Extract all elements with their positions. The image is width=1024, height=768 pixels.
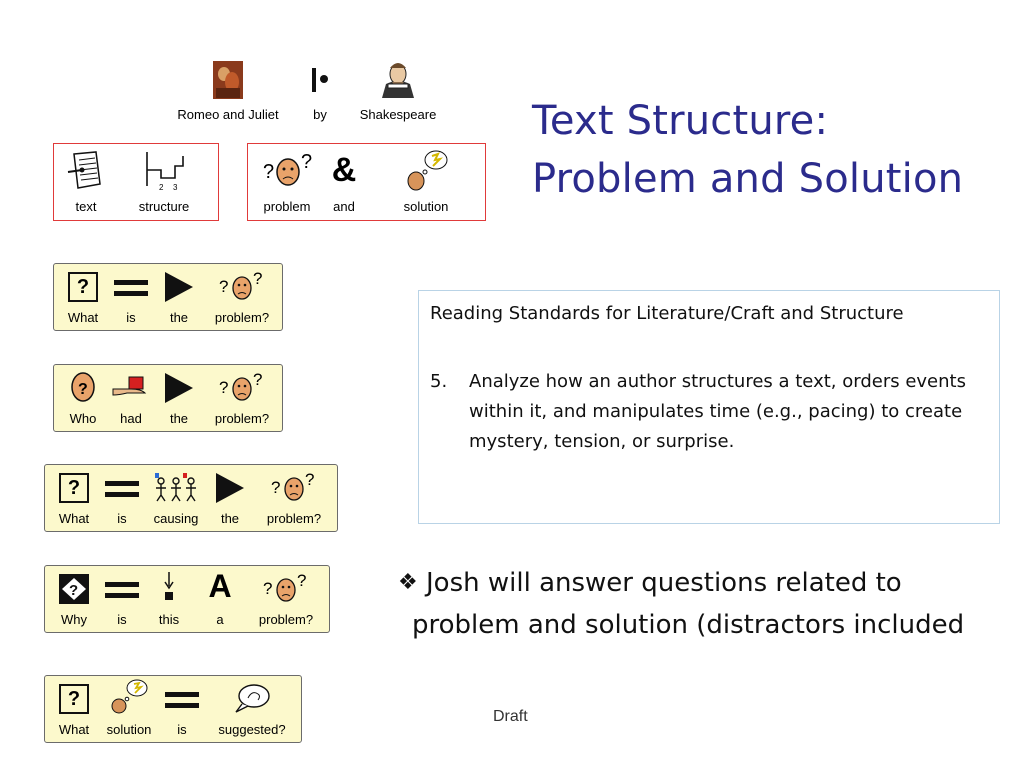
symbol-label: a xyxy=(216,612,224,627)
symbol-who xyxy=(58,365,108,431)
symbol-label: and xyxy=(333,199,355,214)
slide-title-line-1: Text Structure: xyxy=(532,98,829,144)
symbol-label: What xyxy=(67,310,99,325)
symbol-and xyxy=(322,144,366,220)
equals-icon xyxy=(165,690,199,710)
symbol-text xyxy=(58,144,114,220)
symbol-label: the xyxy=(169,411,189,426)
symbol-by xyxy=(300,60,340,122)
symbol-suggested xyxy=(207,676,297,742)
by-symbol-icon xyxy=(308,60,332,100)
question-box-icon: ? xyxy=(59,473,89,503)
question-strip-what-is-causing-the-problem xyxy=(44,464,338,532)
svg-text:?: ? xyxy=(301,151,313,173)
symbol-problem xyxy=(252,144,322,220)
symbol-problem xyxy=(247,566,325,632)
letter-a-icon: A xyxy=(208,568,232,604)
symbol-label: is xyxy=(117,511,127,526)
standards-box xyxy=(418,290,1000,524)
svg-text:?: ? xyxy=(271,478,281,497)
shakespeare-portrait-icon xyxy=(378,60,418,100)
problem-face-icon xyxy=(261,570,311,606)
symbol-label: the xyxy=(169,310,189,325)
problem-face-icon xyxy=(269,469,319,505)
play-triangle-icon xyxy=(165,272,193,302)
slide-title xyxy=(532,92,1002,208)
symbol-label: is xyxy=(117,612,127,627)
symbol-label: structure xyxy=(138,199,190,214)
play-triangle-icon xyxy=(165,373,193,403)
symbol-label: is xyxy=(126,310,136,325)
symbol-label: problem? xyxy=(214,310,270,325)
symbol-label: text xyxy=(75,199,97,214)
symbol-problem xyxy=(204,264,280,330)
symbol-causing xyxy=(145,465,207,531)
symbol-is xyxy=(99,566,145,632)
symbol-the xyxy=(154,264,204,330)
suggested-speech-icon xyxy=(230,680,274,716)
symbol-why xyxy=(49,566,99,632)
symbol-label: problem xyxy=(263,199,311,214)
equals-icon xyxy=(105,580,139,600)
svg-text:?: ? xyxy=(69,582,79,599)
why-diamond-icon xyxy=(57,572,91,606)
symbol-label: Who xyxy=(69,411,97,426)
standards-heading: Reading Standards for Literature/Craft and Structure xyxy=(430,303,904,324)
question-strip-what-solution-is-suggested xyxy=(44,675,302,743)
symbol-structure xyxy=(114,144,214,220)
problem-and-solution-symbol-box xyxy=(247,143,486,221)
solution-thought-icon xyxy=(398,148,454,192)
question-box-icon: ? xyxy=(68,272,98,302)
symbol-label: is xyxy=(177,722,187,737)
draft-label: Draft xyxy=(493,708,528,725)
standards-item-text: Analyze how an author structures a text, orders events within it, and manipulates time (e.g., pacing) to create mystery, tension, or surprise. xyxy=(469,371,966,452)
symbol-the xyxy=(207,465,253,531)
symbol-is xyxy=(159,676,205,742)
symbol-label: suggested? xyxy=(218,722,286,737)
this-arrow-icon xyxy=(159,570,179,606)
problem-face-icon xyxy=(259,148,315,192)
question-box-icon: ? xyxy=(59,684,89,714)
symbol-label: Romeo and Juliet xyxy=(177,107,279,122)
symbol-label: had xyxy=(120,411,142,426)
hand-giving-icon xyxy=(111,369,151,405)
svg-text:?: ? xyxy=(253,370,263,389)
symbol-label: problem? xyxy=(214,411,270,426)
svg-text:?: ? xyxy=(263,579,273,598)
symbol-label: Shakespeare xyxy=(359,107,437,122)
svg-text:?: ? xyxy=(219,277,229,296)
symbol-label: the xyxy=(220,511,240,526)
ampersand-icon: & xyxy=(331,151,357,189)
symbol-label: solution xyxy=(403,199,449,214)
equals-icon xyxy=(105,479,139,499)
svg-text:?: ? xyxy=(263,161,275,183)
play-triangle-icon xyxy=(216,473,244,503)
question-strip-what-is-the-problem xyxy=(53,263,283,331)
symbol-what xyxy=(49,465,99,531)
who-face-icon xyxy=(68,369,98,405)
equals-icon xyxy=(114,278,148,298)
slide-title-line-2: Problem and Solution xyxy=(532,156,964,202)
symbol-romeo-and-juliet xyxy=(172,60,284,122)
svg-text:?: ? xyxy=(253,269,263,288)
symbol-label: this xyxy=(158,612,180,627)
symbol-label: What xyxy=(58,722,90,737)
question-strip-who-had-the-problem xyxy=(53,364,283,432)
diamond-bullet-icon: ❖ xyxy=(398,570,418,595)
symbol-label: What xyxy=(58,511,90,526)
svg-text:?: ? xyxy=(297,571,307,590)
svg-text:?: ? xyxy=(305,470,315,489)
text-structure-symbol-box xyxy=(53,143,219,221)
text-pages-icon xyxy=(66,148,106,192)
symbol-is xyxy=(99,465,145,531)
symbol-problem xyxy=(204,365,280,431)
causing-people-icon xyxy=(153,469,199,505)
problem-face-icon xyxy=(217,369,267,405)
symbol-label: by xyxy=(313,107,327,122)
symbol-what xyxy=(58,264,108,330)
symbol-label: Why xyxy=(61,612,87,627)
problem-face-icon xyxy=(217,268,267,304)
solution-thought-icon xyxy=(106,678,152,714)
symbol-label: causing xyxy=(153,511,199,526)
symbol-label: problem? xyxy=(258,612,314,627)
goal-text: Josh will answer questions related to problem and solution (distractors included xyxy=(412,568,965,640)
symbol-had xyxy=(108,365,154,431)
symbol-problem xyxy=(255,465,333,531)
romeo-juliet-painting-icon xyxy=(212,60,244,100)
symbol-shakespeare xyxy=(352,60,444,122)
symbol-what xyxy=(49,676,99,742)
standards-item-number: 5. xyxy=(430,371,448,392)
question-strip-why-is-this-a-problem xyxy=(44,565,330,633)
svg-text:?: ? xyxy=(78,381,88,398)
svg-text:3: 3 xyxy=(173,183,178,192)
goal-bullet xyxy=(398,562,998,646)
symbol-label: solution xyxy=(106,722,152,737)
symbol-solution xyxy=(99,676,159,742)
symbol-a xyxy=(195,566,245,632)
svg-text:2: 2 xyxy=(159,183,164,192)
structure-steps-icon xyxy=(139,148,189,192)
symbol-is xyxy=(108,264,154,330)
symbol-this xyxy=(145,566,193,632)
symbol-solution xyxy=(372,144,480,220)
symbol-label: problem? xyxy=(266,511,322,526)
svg-text:?: ? xyxy=(219,378,229,397)
symbol-the xyxy=(154,365,204,431)
